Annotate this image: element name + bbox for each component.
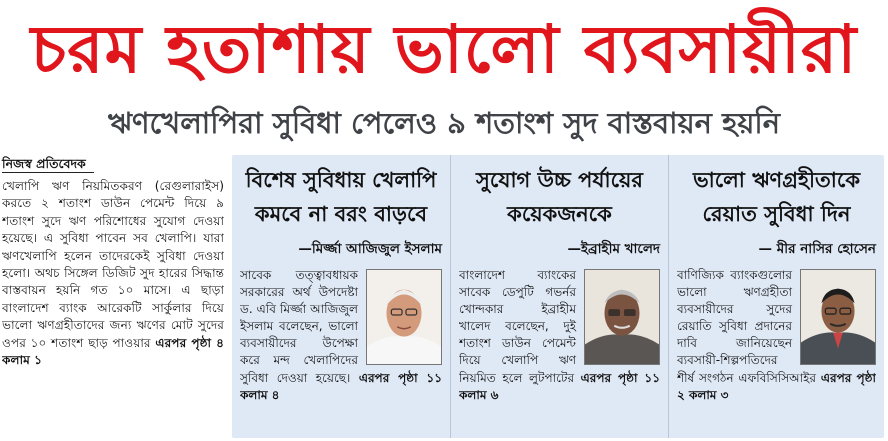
opinion-panel: [232, 155, 884, 438]
headline: চরম হতাশায় ভালো ব্যবসায়ীরা: [30, 11, 858, 88]
opinion-author: —মির্জ্জা আজিজুল ইসলাম: [298, 241, 442, 257]
portrait-photo-icon: [366, 269, 442, 365]
opinion-card-1: [232, 155, 450, 438]
opinion-card-2: [450, 155, 668, 438]
opinion-body: বাণিজ্যিক ব্যাংকগুলোর ভালো ঋণগ্রহীতা ব্যবসায়ীদের সুদের রেয়াতি সুবিধা প্রদানের দাবি জানিয়েছেন ব্যবসায়ী-শিল্পপতিদের শীর্ষ সংগঠন এফবিসিসিআইর: [677, 268, 816, 385]
lead-article: [2, 178, 224, 436]
opinion-card-3: [668, 155, 884, 438]
lead-continuation: এরপর পৃষ্ঠা ৪ কলাম ১: [2, 335, 224, 368]
opinion-author: — মীর নাসির হোসেন: [758, 241, 876, 257]
opinion-text: [240, 267, 442, 435]
opinion-body: বাংলাদেশ ব্যাংকের সাবেক ডেপুটি গভর্নর খোন্দকার ইব্রাহীম খালেদ বলেছেন, দুই শতাংশ ডাউন পেমেন্ট দিয়ে খেলাপি ঋণ নিয়মিত হলে লুটপাটের: [459, 268, 576, 385]
subheadline: ঋণখেলাপিরা সুবিধা পেলেও ৯ শতাংশ সুদ বাস্তবায়ন হয়নি: [107, 106, 781, 140]
byline: নিজস্ব প্রতিবেদক: [2, 155, 94, 173]
opinion-title: ভালো ঋণগ্রহীতাকে রেয়াত সুবিধা দিন: [692, 168, 861, 226]
opinion-body: সাবেক তত্ত্বাবধায়ক সরকারের অর্থ উপদেষ্টা ড. এবি মির্জ্জা আজিজুল ইসলাম বলেছেন, ভালো ব্যবসায়ীদের উপেক্ষা করে মন্দ খেলাপিদের সুবিধা দেওয়া হয়েছে।: [240, 268, 358, 385]
opinion-author: —ইব্রাহীম খালেদ: [567, 241, 660, 257]
opinion-text: [459, 267, 660, 435]
opinion-title: বিশেষ সুবিধায় খেলাপি কমবে না বরং বাড়বে: [245, 168, 437, 226]
opinion-title: সুযোগ উচ্চ পর্যায়ের কয়েকজনকে: [476, 168, 643, 226]
portrait-photo-icon: [584, 269, 660, 365]
portrait-photo-icon: [800, 269, 876, 365]
opinion-text: [677, 267, 876, 435]
opinion-continuation: এরপর পৃষ্ঠা ১১ কলাম ৪: [240, 370, 442, 402]
opinion-continuation: এরপর পৃষ্ঠা ১১ কলাম ৬: [459, 370, 660, 402]
lead-body: খেলাপি ঋণ নিয়মিতকরণ (রেগুলারাইস) করতে ২ শতাংশ ডাউন পেমেন্ট দিয়ে ৯ শতাংশ সুদে ঋণ পরিশোধের সুযোগ দেওয়া হয়েছে। এ সুবিধা পাবেন সব খেলাপি। যারা ঋণখেলাপি হলেন তাদেরকেই সুবিধা দেওয়া হলো। অথচ সিঙ্গেল ডিজিট সুদ হারের সিদ্ধান্ত বাস্তবায়ন হয়নি গত ১০ মাসে। এ ছাড়া বাংলাদেশ ব্যাংক আরেকটি সার্কুলার দিয়ে ভালো ঋণগ্রহীতাদের জন্য ঋণের মোট সুদের ওপর ১০ শতাংশ ছাড় পাওয়ার: [2, 179, 224, 350]
opinion-continuation: এরপর পৃষ্ঠা ২ কলাম ৩: [677, 370, 876, 402]
